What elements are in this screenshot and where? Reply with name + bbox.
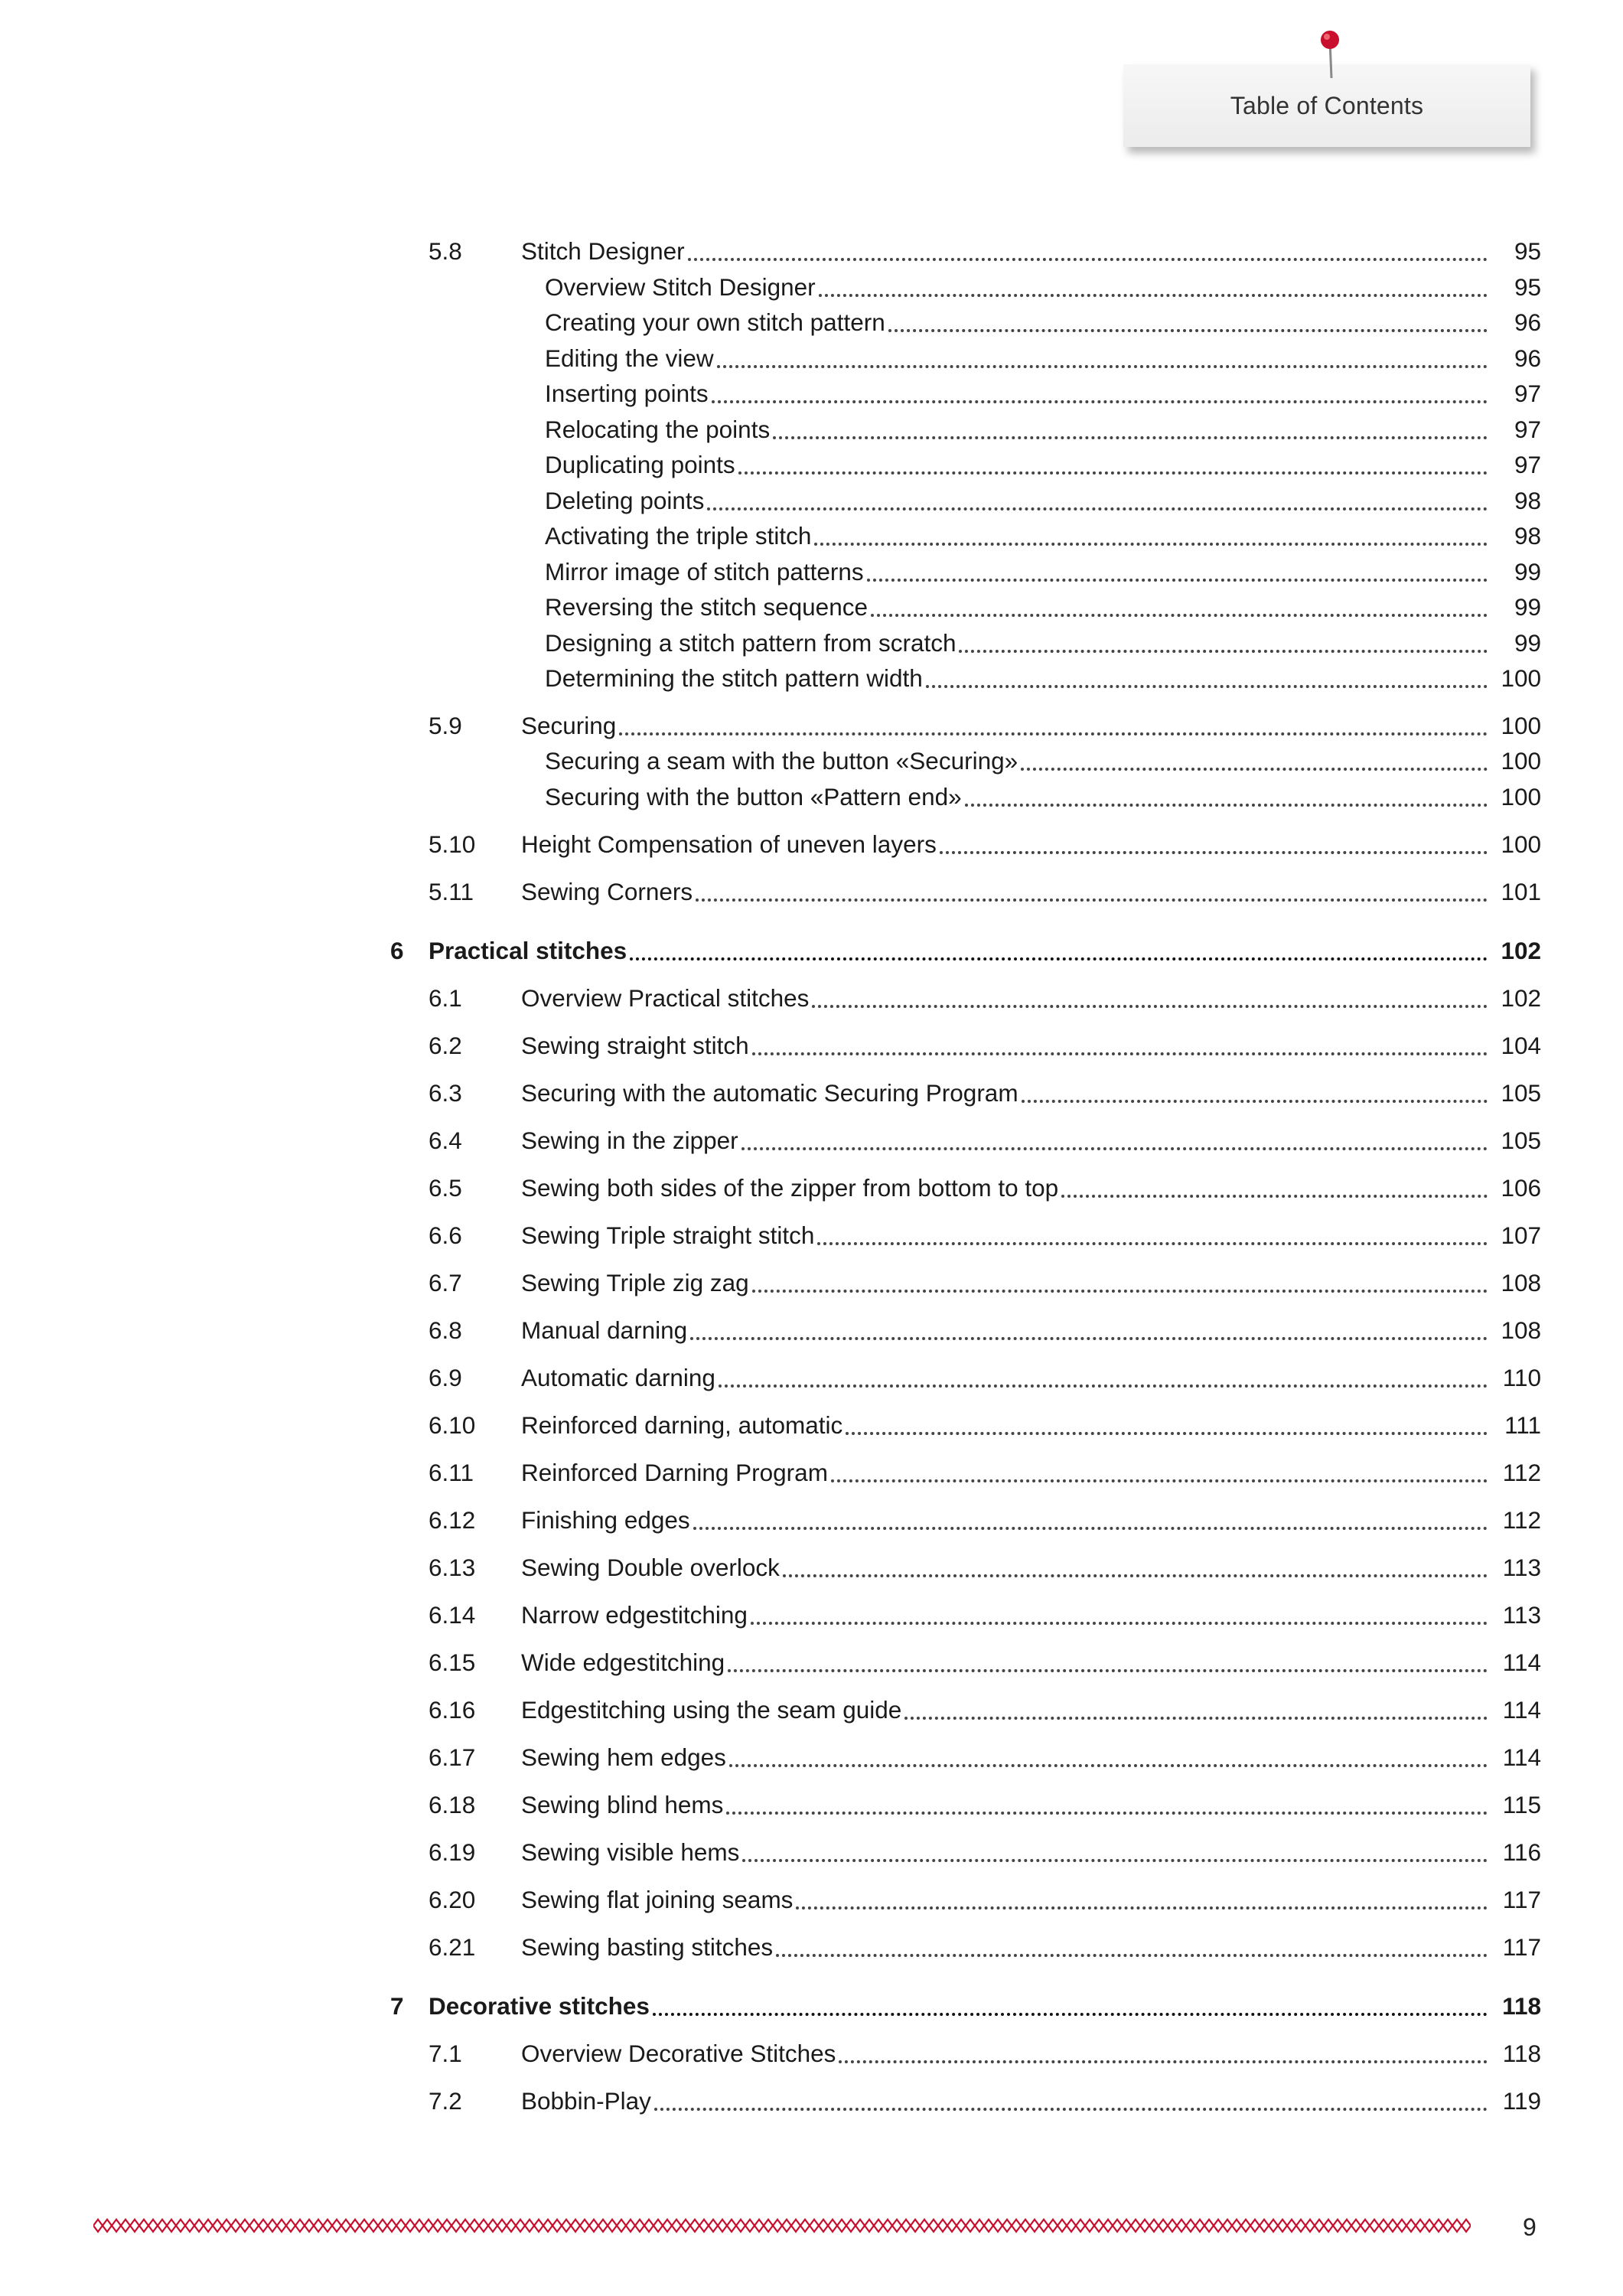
toc-number: 6.16 xyxy=(429,1696,476,1724)
toc-page-number: 95 xyxy=(1514,237,1541,265)
toc-page-number: 110 xyxy=(1502,1364,1541,1391)
toc-title: Height Compensation of uneven layers xyxy=(521,827,937,862)
toc-section-row[interactable] xyxy=(0,1882,1541,1917)
toc-title: Sewing in the zipper xyxy=(521,1123,738,1158)
toc-section-row[interactable] xyxy=(0,1929,1541,1965)
toc-page-number: 114 xyxy=(1502,1696,1541,1724)
dot-leader xyxy=(926,685,1488,688)
toc-title: Inserting points xyxy=(545,376,709,411)
toc-subentry-row[interactable] xyxy=(0,483,1541,518)
dot-leader xyxy=(1021,768,1488,771)
dot-leader xyxy=(796,1906,1488,1910)
toc-section-row[interactable] xyxy=(0,233,1541,269)
toc-title: Sewing Corners xyxy=(521,874,693,909)
toc-number: 7.1 xyxy=(429,2040,462,2067)
dot-leader xyxy=(773,436,1488,439)
toc-page-number: 102 xyxy=(1501,984,1541,1012)
toc-page-number: 104 xyxy=(1501,1032,1541,1059)
dot-leader xyxy=(654,2108,1488,2111)
dot-leader xyxy=(712,400,1488,403)
toc-page-number: 107 xyxy=(1501,1221,1541,1249)
toc-page-number: 96 xyxy=(1514,344,1541,372)
toc-title: Bobbin-Play xyxy=(521,2083,651,2118)
toc-section-row[interactable] xyxy=(0,1787,1541,1822)
dot-leader xyxy=(741,1147,1488,1150)
toc-page-number: 100 xyxy=(1501,830,1541,858)
toc-title: Relocating the points xyxy=(545,412,770,447)
toc-subentry-row[interactable] xyxy=(0,376,1541,411)
toc-number: 5.11 xyxy=(429,878,474,905)
toc-title: Sewing basting stitches xyxy=(521,1929,773,1965)
dot-leader xyxy=(888,329,1488,332)
toc-number: 6 xyxy=(390,937,404,964)
dot-leader xyxy=(726,1812,1488,1815)
dot-leader xyxy=(717,365,1488,368)
toc-page-number: 105 xyxy=(1501,1127,1541,1154)
dot-leader xyxy=(688,258,1488,261)
pushpin-icon xyxy=(1315,28,1345,81)
toc-page-number: 97 xyxy=(1514,380,1541,407)
toc-number: 5.8 xyxy=(429,237,462,265)
dot-leader xyxy=(719,1384,1488,1388)
toc-title: Mirror image of stitch patterns xyxy=(545,554,864,589)
dot-leader xyxy=(742,1859,1488,1862)
decorative-zigzag-border xyxy=(93,2215,1471,2236)
toc-section-row[interactable] xyxy=(0,1075,1541,1110)
dot-leader xyxy=(690,1337,1488,1340)
toc-section-row[interactable] xyxy=(0,1645,1541,1680)
toc-section-row[interactable] xyxy=(0,1692,1541,1727)
toc-page-number: 115 xyxy=(1502,1791,1541,1818)
toc-page-number: 98 xyxy=(1514,487,1541,514)
toc-subentry-row[interactable] xyxy=(0,660,1541,696)
toc-subentry-row[interactable] xyxy=(0,589,1541,625)
toc-page-number: 97 xyxy=(1514,416,1541,443)
toc-title: Edgestitching using the seam guide xyxy=(521,1692,901,1727)
dot-leader xyxy=(846,1432,1488,1435)
toc-page-number: 116 xyxy=(1502,1838,1541,1866)
toc-section-row[interactable] xyxy=(0,1455,1541,1490)
toc-number: 6.1 xyxy=(429,984,462,1012)
toc-title: Reversing the stitch sequence xyxy=(545,589,868,625)
toc-page-number: 114 xyxy=(1502,1743,1541,1771)
toc-title: Sewing Triple zig zag xyxy=(521,1265,749,1300)
toc-title: Determining the stitch pattern width xyxy=(545,660,923,696)
toc-number: 6.18 xyxy=(429,1791,476,1818)
toc-page-number: 100 xyxy=(1501,664,1541,692)
toc-page-number: 96 xyxy=(1514,308,1541,336)
toc-page-number: 99 xyxy=(1514,558,1541,585)
toc-page-number: 108 xyxy=(1501,1269,1541,1296)
toc-page-number: 102 xyxy=(1501,937,1541,964)
toc-section-row[interactable] xyxy=(0,1360,1541,1395)
dot-leader xyxy=(904,1717,1488,1720)
toc-number: 7.2 xyxy=(429,2087,462,2115)
toc-title: Designing a stitch pattern from scratch xyxy=(545,625,956,660)
toc-title: Decorative stitches xyxy=(429,1988,650,2024)
dot-leader xyxy=(940,851,1488,854)
dot-leader xyxy=(819,294,1488,297)
toc-page-number: 118 xyxy=(1502,1992,1541,2020)
toc-number: 6.9 xyxy=(429,1364,462,1391)
toc-page-number: 100 xyxy=(1501,747,1541,775)
toc-subentry-row[interactable] xyxy=(0,269,1541,305)
dot-leader xyxy=(728,1669,1488,1672)
dot-leader xyxy=(839,2060,1488,2063)
toc-page-number: 113 xyxy=(1502,1601,1541,1629)
toc-title: Sewing flat joining seams xyxy=(521,1882,793,1917)
toc-section-row[interactable] xyxy=(0,1740,1541,1775)
toc-title: Editing the view xyxy=(545,341,714,376)
toc-number: 6.10 xyxy=(429,1411,476,1439)
toc-subentry-row[interactable] xyxy=(0,554,1541,589)
toc-title: Creating your own stitch pattern xyxy=(545,305,885,340)
toc-section-row[interactable] xyxy=(0,827,1541,862)
toc-subentry-row[interactable] xyxy=(0,305,1541,340)
dot-leader xyxy=(751,1622,1488,1625)
toc-title: Practical stitches xyxy=(429,933,627,968)
toc-number: 6.13 xyxy=(429,1554,476,1581)
dot-leader xyxy=(867,579,1488,582)
dot-leader xyxy=(817,1242,1488,1245)
toc-title: Overview Practical stitches xyxy=(521,980,809,1016)
toc-title: Securing with the button «Pattern end» xyxy=(545,779,962,814)
toc-subentry-row[interactable] xyxy=(0,625,1541,660)
dot-leader xyxy=(738,471,1488,475)
toc-section-row[interactable] xyxy=(0,2036,1541,2071)
toc-subentry-row[interactable] xyxy=(0,412,1541,447)
toc-title: Wide edgestitching xyxy=(521,1645,725,1680)
toc-section-row[interactable] xyxy=(0,1835,1541,1870)
toc-title: Sewing Double overlock xyxy=(521,1550,780,1585)
toc-section-row[interactable] xyxy=(0,1170,1541,1205)
toc-section-row[interactable] xyxy=(0,980,1541,1016)
toc-section-row[interactable] xyxy=(0,1313,1541,1348)
page-number: 9 xyxy=(1523,2213,1537,2241)
toc-page-number: 119 xyxy=(1502,2087,1541,2115)
toc-number: 6.6 xyxy=(429,1221,462,1249)
toc-section-row[interactable] xyxy=(0,1407,1541,1443)
dot-leader xyxy=(1022,1100,1488,1103)
toc-page-number: 100 xyxy=(1501,712,1541,739)
dot-leader xyxy=(653,2013,1488,2016)
toc-number: 6.8 xyxy=(429,1316,462,1344)
toc-title: Overview Decorative Stitches xyxy=(521,2036,836,2071)
toc-page-number: 118 xyxy=(1502,2040,1541,2067)
toc-number: 6.19 xyxy=(429,1838,476,1866)
toc-page-number: 100 xyxy=(1501,783,1541,810)
toc-page-number: 97 xyxy=(1514,451,1541,478)
toc-page-number: 105 xyxy=(1501,1079,1541,1107)
dot-leader xyxy=(707,507,1488,510)
toc-subentry-row[interactable] xyxy=(0,341,1541,376)
toc-subentry-row[interactable] xyxy=(0,779,1541,814)
toc-number: 6.11 xyxy=(429,1459,474,1486)
toc-title: Sewing hem edges xyxy=(521,1740,726,1775)
toc-subentry-row[interactable] xyxy=(0,743,1541,778)
toc-number: 6.15 xyxy=(429,1649,476,1676)
toc-section-row[interactable] xyxy=(0,1265,1541,1300)
toc-page-number: 99 xyxy=(1514,593,1541,621)
toc-title: Sewing both sides of the zipper from bottom to top xyxy=(521,1170,1058,1205)
toc-title: Deleting points xyxy=(545,483,704,518)
toc-section-row[interactable] xyxy=(0,1218,1541,1253)
toc-title: Finishing edges xyxy=(521,1502,690,1538)
toc-title: Reinforced Darning Program xyxy=(521,1455,828,1490)
toc-page-number: 112 xyxy=(1502,1459,1541,1486)
toc-title: Sewing blind hems xyxy=(521,1787,723,1822)
toc-title: Reinforced darning, automatic xyxy=(521,1407,842,1443)
toc-section-row[interactable] xyxy=(0,1123,1541,1158)
toc-title: Automatic darning xyxy=(521,1360,715,1395)
dot-leader xyxy=(814,543,1488,546)
dot-leader xyxy=(752,1290,1488,1293)
toc-page-number: 117 xyxy=(1502,1886,1541,1913)
toc-section-row[interactable] xyxy=(0,1597,1541,1632)
dot-leader xyxy=(812,1005,1488,1008)
toc-title: Sewing visible hems xyxy=(521,1835,739,1870)
toc-subentry-row[interactable] xyxy=(0,518,1541,553)
toc-section-row[interactable] xyxy=(0,2083,1541,2118)
toc-page-number: 99 xyxy=(1514,629,1541,657)
toc-page-number: 117 xyxy=(1502,1933,1541,1961)
dot-leader xyxy=(776,1954,1488,1957)
toc-chapter-row[interactable] xyxy=(0,1988,1541,2024)
toc-number: 6.4 xyxy=(429,1127,462,1154)
toc-section-row[interactable] xyxy=(0,1502,1541,1538)
toc-title: Overview Stitch Designer xyxy=(545,269,816,305)
toc-number: 6.14 xyxy=(429,1601,476,1629)
toc-page-number: 112 xyxy=(1502,1506,1541,1534)
toc-page-number: 95 xyxy=(1514,273,1541,301)
toc-page-number: 101 xyxy=(1501,878,1541,905)
dot-leader xyxy=(752,1052,1488,1055)
toc-section-row[interactable] xyxy=(0,708,1541,743)
dot-leader xyxy=(871,614,1488,617)
toc-number: 6.7 xyxy=(429,1269,462,1296)
dot-leader xyxy=(729,1764,1488,1767)
toc-section-row[interactable] xyxy=(0,874,1541,909)
toc-title: Sewing straight stitch xyxy=(521,1028,749,1063)
toc-page-number: 114 xyxy=(1502,1649,1541,1676)
toc-number: 5.9 xyxy=(429,712,462,739)
toc-page-number: 111 xyxy=(1504,1411,1541,1439)
toc-number: 6.5 xyxy=(429,1174,462,1202)
toc-title: Duplicating points xyxy=(545,447,735,482)
toc-title: Manual darning xyxy=(521,1313,687,1348)
toc-title: Activating the triple stitch xyxy=(545,518,811,553)
toc-subentry-row[interactable] xyxy=(0,447,1541,482)
toc-title: Securing xyxy=(521,708,616,743)
toc-page-number: 106 xyxy=(1501,1174,1541,1202)
toc-number: 7 xyxy=(390,1992,404,2020)
toc-number: 6.20 xyxy=(429,1886,476,1913)
header-title: Table of Contents xyxy=(1230,91,1424,119)
dot-leader xyxy=(783,1574,1488,1577)
dot-leader xyxy=(619,732,1488,735)
toc-number: 6.3 xyxy=(429,1079,462,1107)
dot-leader xyxy=(831,1479,1488,1482)
toc-section-row[interactable] xyxy=(0,1550,1541,1585)
toc-number: 6.21 xyxy=(429,1933,476,1961)
dot-leader xyxy=(959,650,1488,653)
dot-leader xyxy=(1061,1195,1488,1198)
toc-number: 6.17 xyxy=(429,1743,476,1771)
toc-chapter-row[interactable] xyxy=(0,933,1541,968)
toc-section-row[interactable] xyxy=(0,1028,1541,1063)
toc-number: 5.10 xyxy=(429,830,476,858)
toc-title: Narrow edgestitching xyxy=(521,1597,748,1632)
dot-leader xyxy=(630,957,1488,960)
toc-title: Securing a seam with the button «Securing» xyxy=(545,743,1018,778)
toc-number: 6.12 xyxy=(429,1506,476,1534)
toc-title: Sewing Triple straight stitch xyxy=(521,1218,814,1253)
toc-page-number: 108 xyxy=(1501,1316,1541,1344)
toc-title: Stitch Designer xyxy=(521,233,685,269)
dot-leader xyxy=(696,899,1488,902)
dot-leader xyxy=(965,804,1488,807)
toc-page-number: 98 xyxy=(1514,522,1541,550)
toc-page-number: 113 xyxy=(1502,1554,1541,1581)
dot-leader xyxy=(693,1527,1488,1530)
toc-title: Securing with the automatic Securing Program xyxy=(521,1075,1018,1110)
toc-number: 6.2 xyxy=(429,1032,462,1059)
